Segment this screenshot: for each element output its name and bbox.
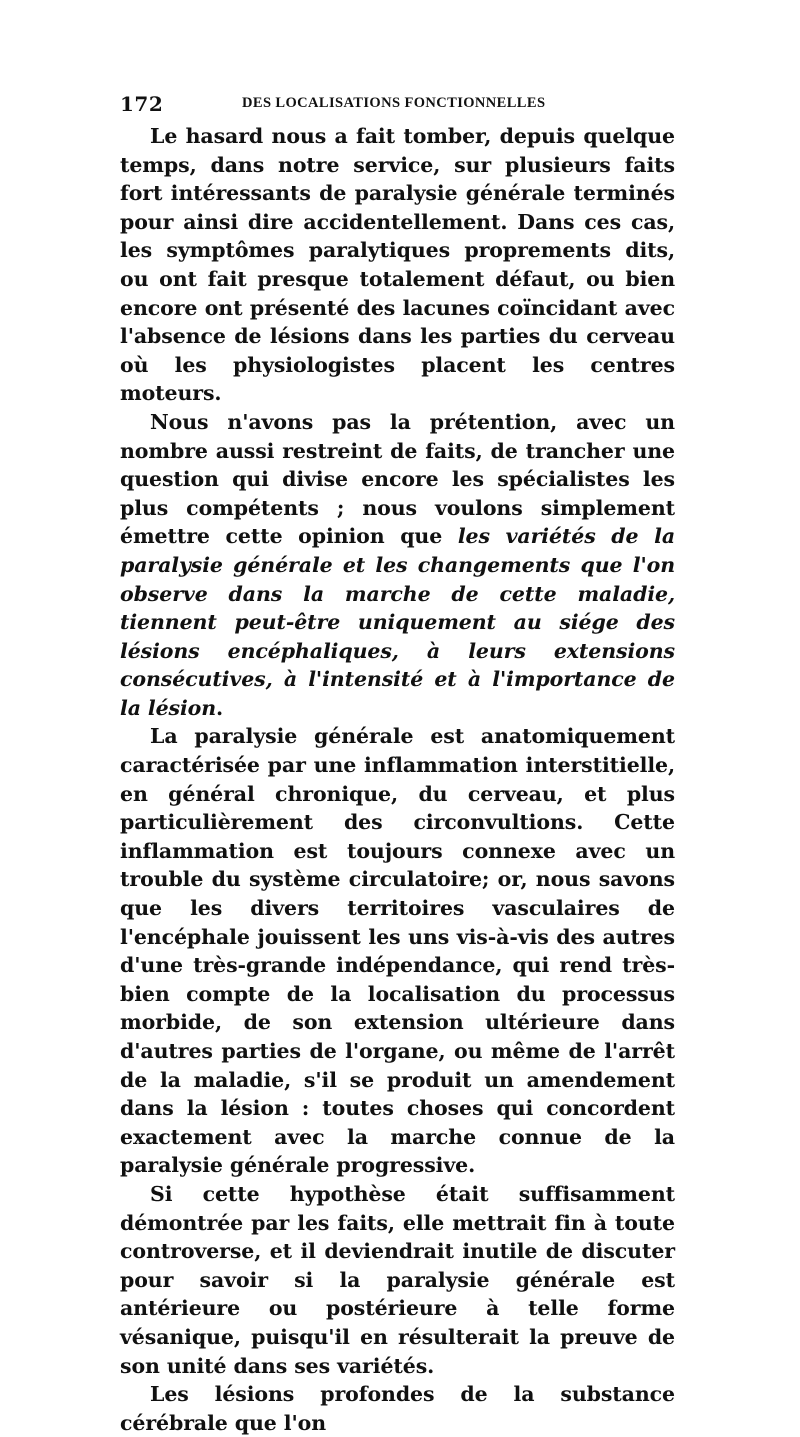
- paragraph-2-end: .: [216, 695, 224, 720]
- page-number: 172: [120, 92, 164, 116]
- paragraph-5: Les lésions profondes de la substance cérébrale que l'on: [120, 1382, 675, 1435]
- book-page: [120, 90, 675, 1437]
- paragraph-2-italic: les variétés de la paralysie générale et les changements que l'on observe dans la marche de cette maladie, tiennent peut-être uniquement au siége des lésions encéphaliques, à leurs extensions consécutives, à l'intensité et à l'importance de la lésion: [120, 524, 676, 720]
- body-text: [120, 122, 675, 1437]
- running-head: [120, 90, 675, 116]
- paragraph-1: Le hasard nous a fait tomber, depuis quelque temps, dans notre service, sur plusieurs faits fort intéressants de paralysie générale terminés pour ainsi dire accidentellement. Dans ces cas, les symptômes paralytiques proprements dits, ou ont fait presque totalement défaut, ou bien encore ont présenté des lacunes coïncidant avec l'absence de lésions dans les parties du cerveau où les physiologistes placent les centres moteurs.: [120, 124, 675, 406]
- running-title: DES LOCALISATIONS FONCTIONNELLES: [242, 95, 546, 111]
- paragraph-3: La paralysie générale est anatomiquement caractérisée par une inflammation interstitielle, en général chronique, du cerveau, et plus particulièrement des circonvultions. Cette inflammation est toujours connexe avec un trouble du système circulatoire; or, nous savons que les divers territoires vasculaires de l'encéphale jouissent les uns vis-à-vis des autres d'une très-grande indépendance, qui rend très-bien compte de la localisation du processus morbide, de son extension ultérieure dans d'autres parties de l'organe, ou même de l'arrêt de la maladie, s'il se produit un amendement dans la lésion : toutes choses qui concordent exactement avec la marche connue de la paralysie générale progressive.: [120, 724, 675, 1178]
- paragraph-2-roman: Nous n'avons pas la prétention, avec un nombre aussi restreint de faits, de trancher une question qui divise encore les spécialistes les plus compétents ; nous voulons simplement émettre cette opinion que: [120, 409, 675, 549]
- paragraph-4: Si cette hypothèse était suffisamment démontrée par les faits, elle mettrait fin à toute controverse, et il deviendrait inutile de discuter pour savoir si la paralysie générale est antérieure ou postérieure à telle forme vésanique, puisqu'il en résulterait la preuve de son unité dans ses variétés.: [120, 1181, 675, 1378]
- paragraph-2: [120, 408, 675, 723]
